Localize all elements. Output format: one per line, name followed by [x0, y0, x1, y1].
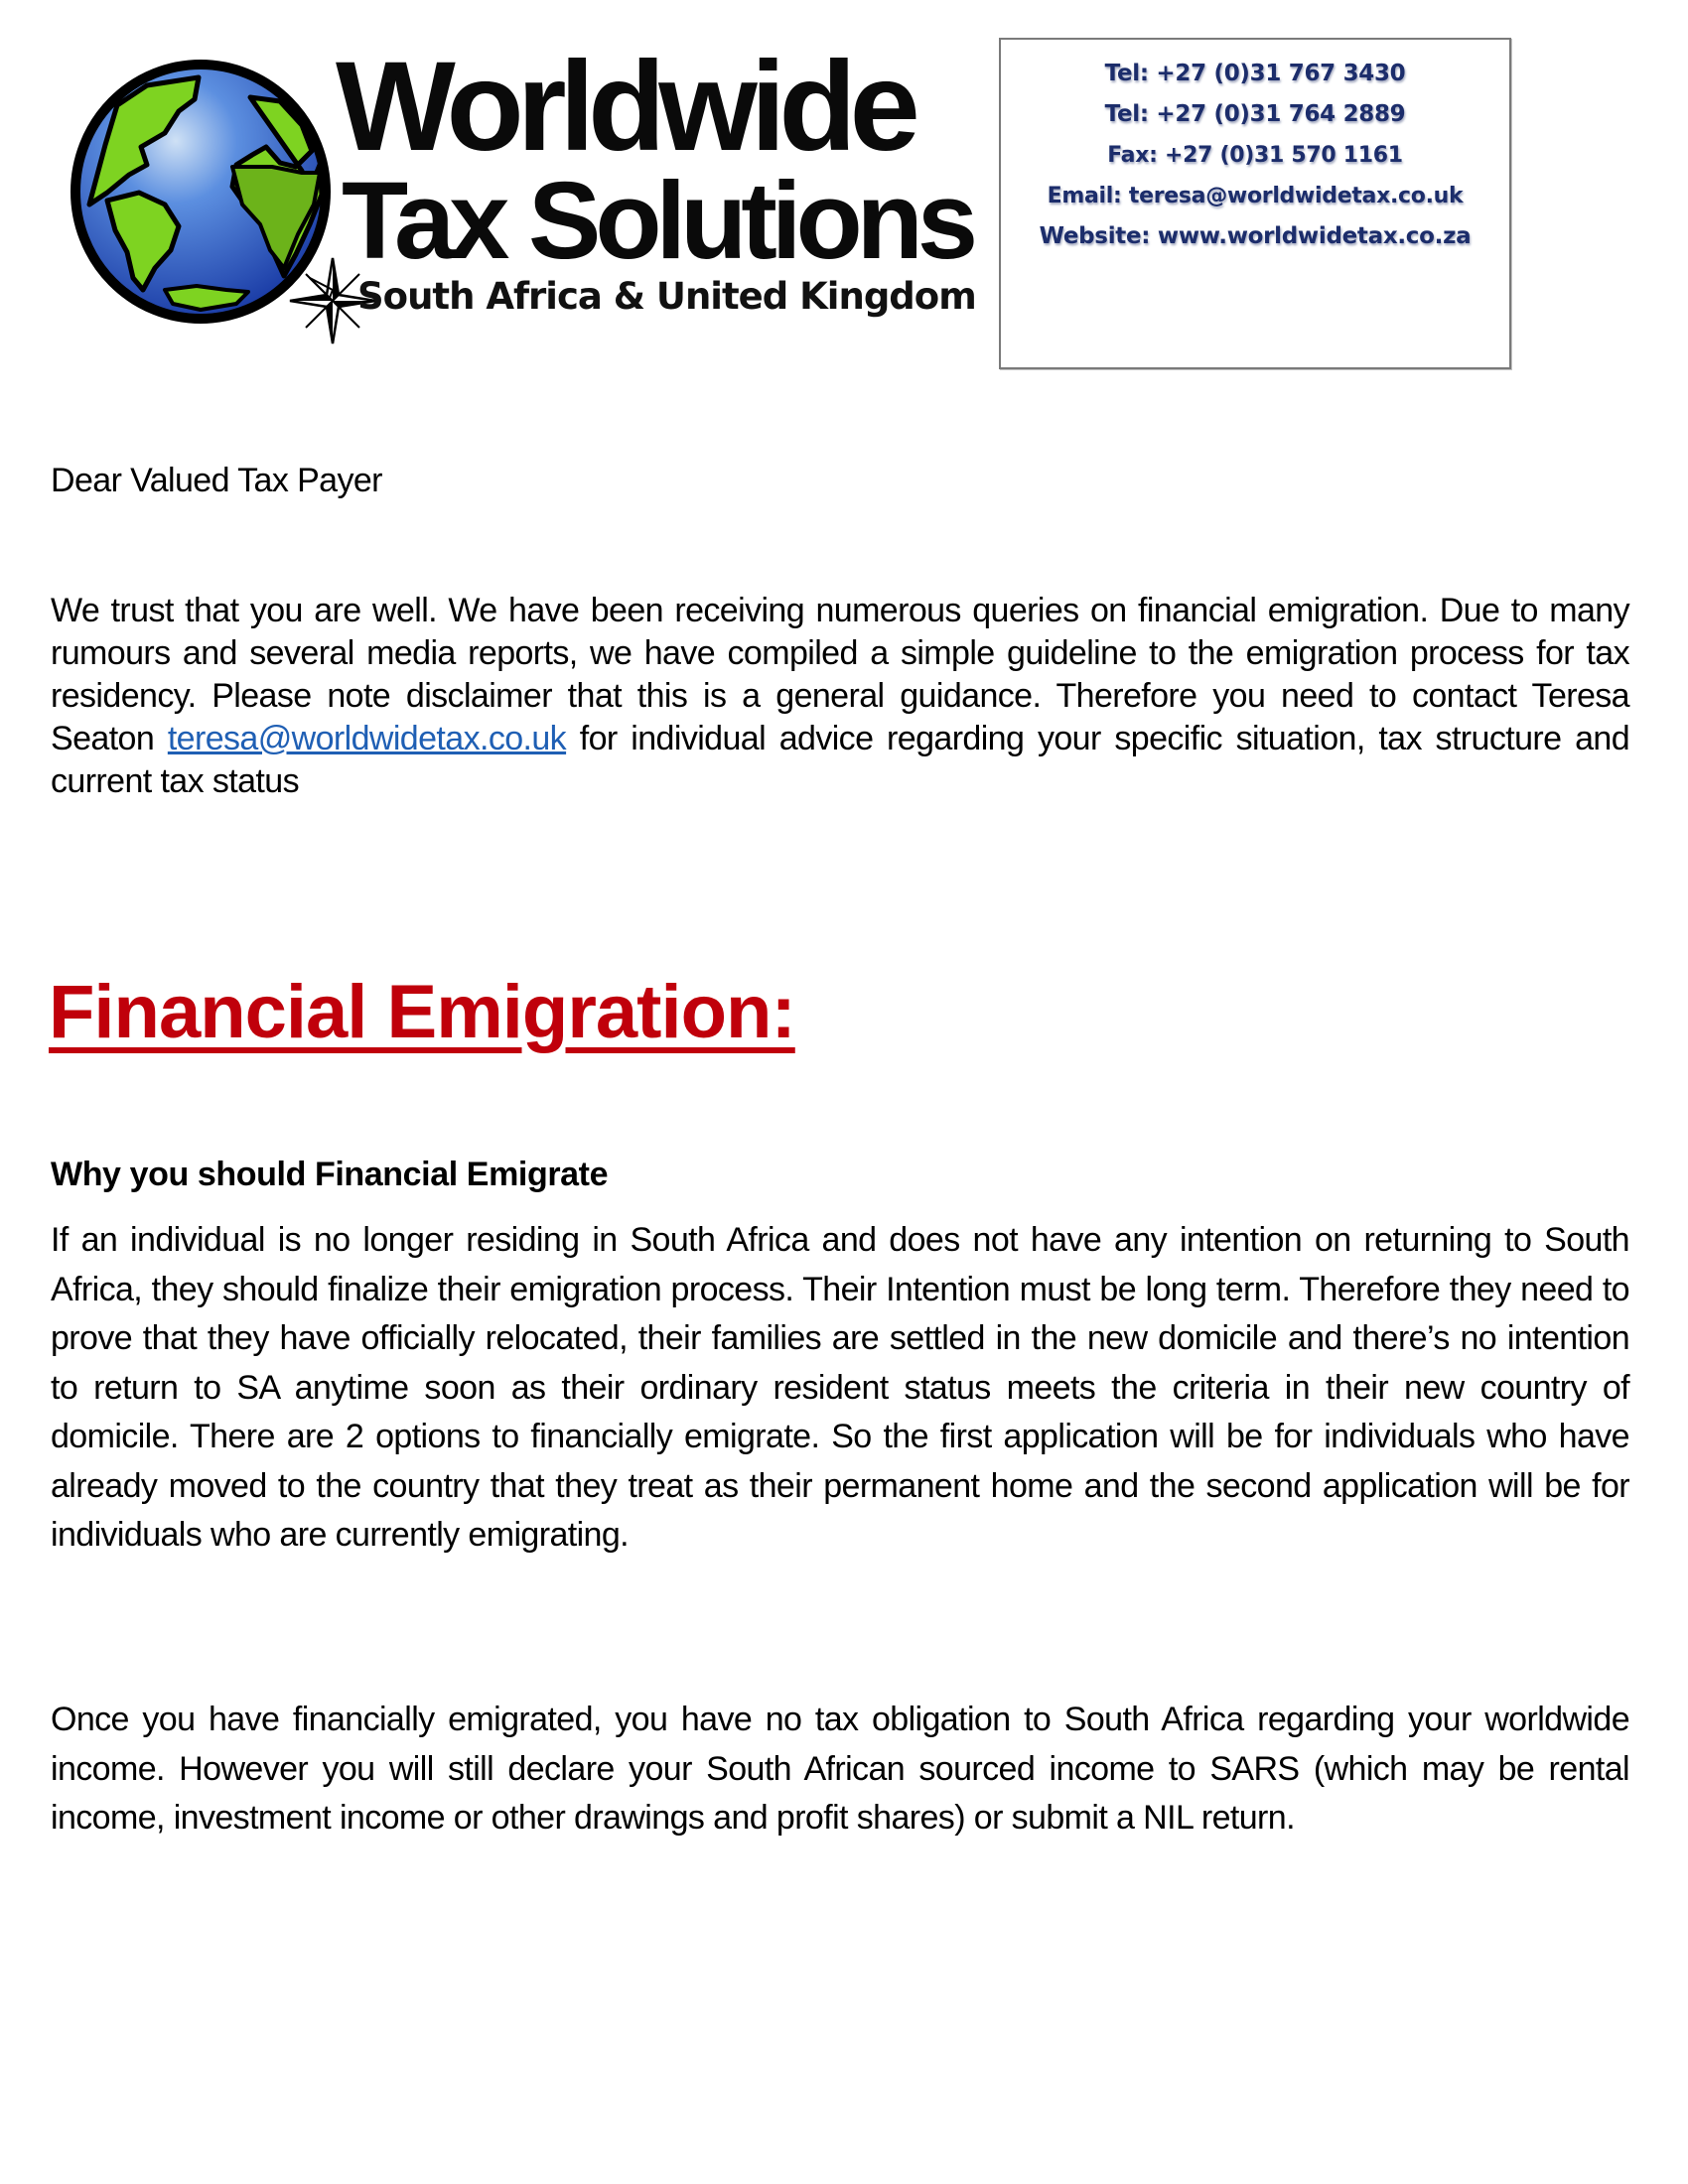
contact-tel-2: Tel: +27 (0)31 764 2889 [1104, 101, 1406, 127]
contact-tel-1: Tel: +27 (0)31 767 3430 [1104, 61, 1406, 86]
company-logo [68, 36, 981, 338]
contact-box [999, 38, 1511, 369]
contact-fax: Fax: +27 (0)31 570 1161 [1107, 143, 1403, 168]
intro-text-before-link: We trust that you are well. We have been receiving numerous queries on financial emigration. Due to many rumours and several media reports, we have compiled a simple guideline to the emigration process for tax residency. Please note disclaimer that this is a general guidance. Therefore you need to contact Teresa Seaton [51, 592, 1629, 757]
contact-website: Website: www.worldwidetax.co.za [1039, 223, 1472, 249]
contact-email: Email: teresa@worldwidetax.co.uk [1047, 184, 1464, 208]
body-paragraph: Once you have financially emigrated, you have no tax obligation to South Africa regarding your worldwide income. However you will still declare your South African sourced income to SARS (which may be rental income, investment income or other drawings and profit shares) or submit a NIL return. [51, 1701, 1629, 1837]
brand-tagline: South Africa & United Kingdom [357, 275, 976, 318]
section-subheading: Why you should Financial Emigrate [51, 1156, 609, 1193]
intro-text-after-link: for individual advice regarding your specific situation, tax structure and current tax status [51, 720, 1629, 800]
section-title: Financial Emigration: [49, 970, 795, 1054]
intro-paragraph [51, 590, 1629, 803]
letter-greeting: Dear Valued Tax Payer [51, 462, 382, 499]
body-paragraph: If an individual is no longer residing in South Africa and does not have any intention on returning to South Africa, they should finalize their emigration process. Their Intention must be long term. Therefore they need to prove that they have officially relocated, their families are settled in the new domicile and there’s no intention to return to SA anytime soon as their ordinary resident status meets the criteria in their new country of domicile. There are 2 options to financially emigrate. So the first application will be for individuals who have already moved to the country that they treat as their permanent home and the second application will be for individuals who are currently emigrating. [51, 1221, 1629, 1554]
brand-name-line2: Tax Solutions [342, 160, 973, 282]
brand-name-line1: Worldwide [336, 36, 914, 178]
email-link[interactable]: teresa@worldwidetax.co.uk [167, 720, 567, 757]
